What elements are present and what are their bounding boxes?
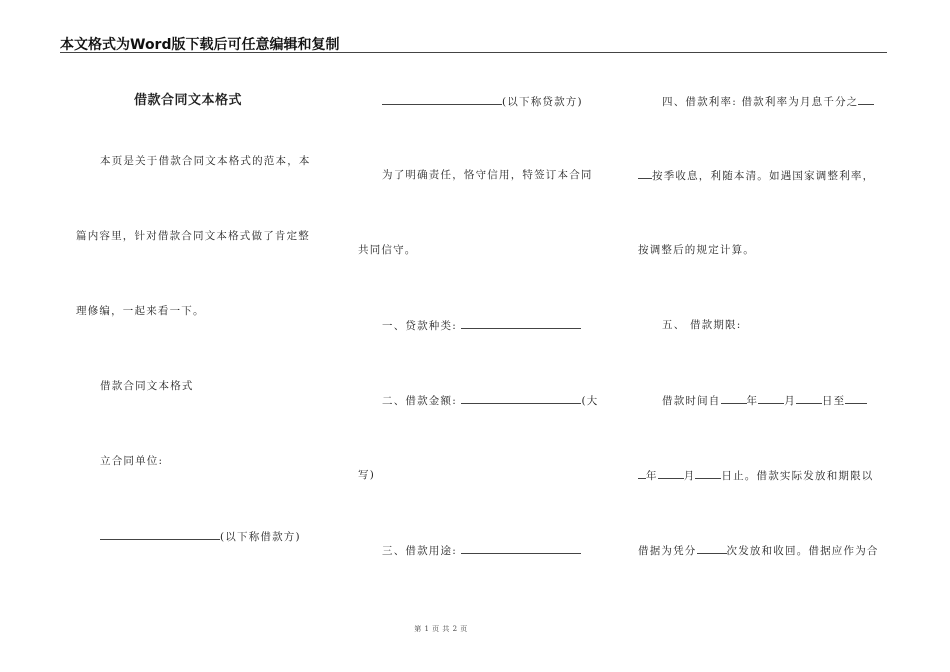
term-receipt-text: 次发放和收回。借据应作为合 (726, 545, 879, 557)
borrower-line (100, 529, 301, 544)
start-month-blank[interactable] (758, 393, 784, 404)
interest-rate-blank-cont[interactable] (638, 168, 652, 179)
lender-line (382, 94, 583, 109)
term-line-3 (638, 543, 879, 558)
item-1-label: 一、贷款种类: (382, 320, 457, 332)
column-2 (358, 60, 603, 620)
interest-rate-blank[interactable] (858, 94, 874, 105)
end-month-blank[interactable] (658, 468, 684, 479)
term-month-label: 月 (784, 395, 796, 407)
term-end-year-label: 年 (646, 470, 658, 482)
intro-line-3: 理修编，一起来看一下。 (76, 305, 205, 317)
loan-purpose-blank[interactable] (461, 543, 581, 554)
header-divider (60, 52, 887, 53)
item-5-label: 五、 借款期限: (662, 319, 742, 331)
term-line-2 (638, 468, 874, 483)
lender-blank[interactable] (382, 94, 502, 105)
item-3-label: 三、借款用途: (382, 545, 457, 557)
term-end-text: 日止。借款实际发放和期限以 (721, 470, 874, 482)
term-year-label: 年 (746, 395, 759, 407)
purpose-line-1: 为了明确责任，恪守信用，特签订本合同 (382, 169, 593, 181)
item-4-line-2 (638, 168, 874, 183)
item-4-label: 四、借款利率: 借款利率为月息千分之 (662, 96, 859, 108)
item-4-text-2: 按季收息，利随本清。如遇国家调整利率， (652, 170, 875, 182)
item-4-line-3: 按调整后的规定计算。 (638, 244, 755, 256)
item-3-line (382, 543, 581, 558)
term-receipt-label: 借据为凭分 (638, 545, 697, 557)
lender-suffix: (以下称贷款方) (502, 96, 583, 108)
page-header-title: 本文格式为Word版下载后可任意编辑和复制 (60, 37, 340, 53)
intro-line-2: 篇内容里，针对借款合同文本格式做了肯定整 (76, 230, 310, 242)
installments-blank[interactable] (697, 543, 727, 554)
end-year-blank[interactable] (845, 393, 867, 404)
loan-type-blank[interactable] (461, 318, 581, 329)
intro-line-1: 本页是关于借款合同文本格式的范本，本 (100, 155, 311, 167)
document-title: 借款合同文本格式 (134, 93, 243, 108)
party-label: 立合同单位: (100, 455, 164, 467)
term-line-1 (662, 393, 867, 408)
item-2-label: 二、借款金额: (382, 395, 457, 407)
column-1 (76, 60, 321, 620)
page-number: 第 1 页 共 2 页 (414, 625, 468, 633)
item-1-line (382, 318, 581, 333)
item-2-continuation: 写) (358, 469, 375, 481)
term-from-label: 借款时间自 (662, 395, 721, 407)
term-end-month-label: 月 (683, 470, 696, 482)
item-2-line (382, 393, 598, 408)
borrower-suffix: (以下称借款方) (220, 531, 301, 543)
purpose-line-2: 共同信守。 (358, 244, 417, 256)
borrower-blank[interactable] (100, 529, 220, 540)
item-4-line (662, 94, 874, 109)
start-day-blank[interactable] (796, 393, 822, 404)
end-year-blank-cont[interactable] (638, 468, 646, 479)
term-to-label: 日至 (821, 395, 846, 407)
item-2-tail: (大 (581, 395, 599, 407)
column-3 (638, 60, 888, 620)
loan-amount-blank[interactable] (461, 393, 581, 404)
end-day-blank[interactable] (695, 468, 721, 479)
start-year-blank[interactable] (721, 393, 747, 404)
contract-subtitle: 借款合同文本格式 (100, 380, 194, 392)
